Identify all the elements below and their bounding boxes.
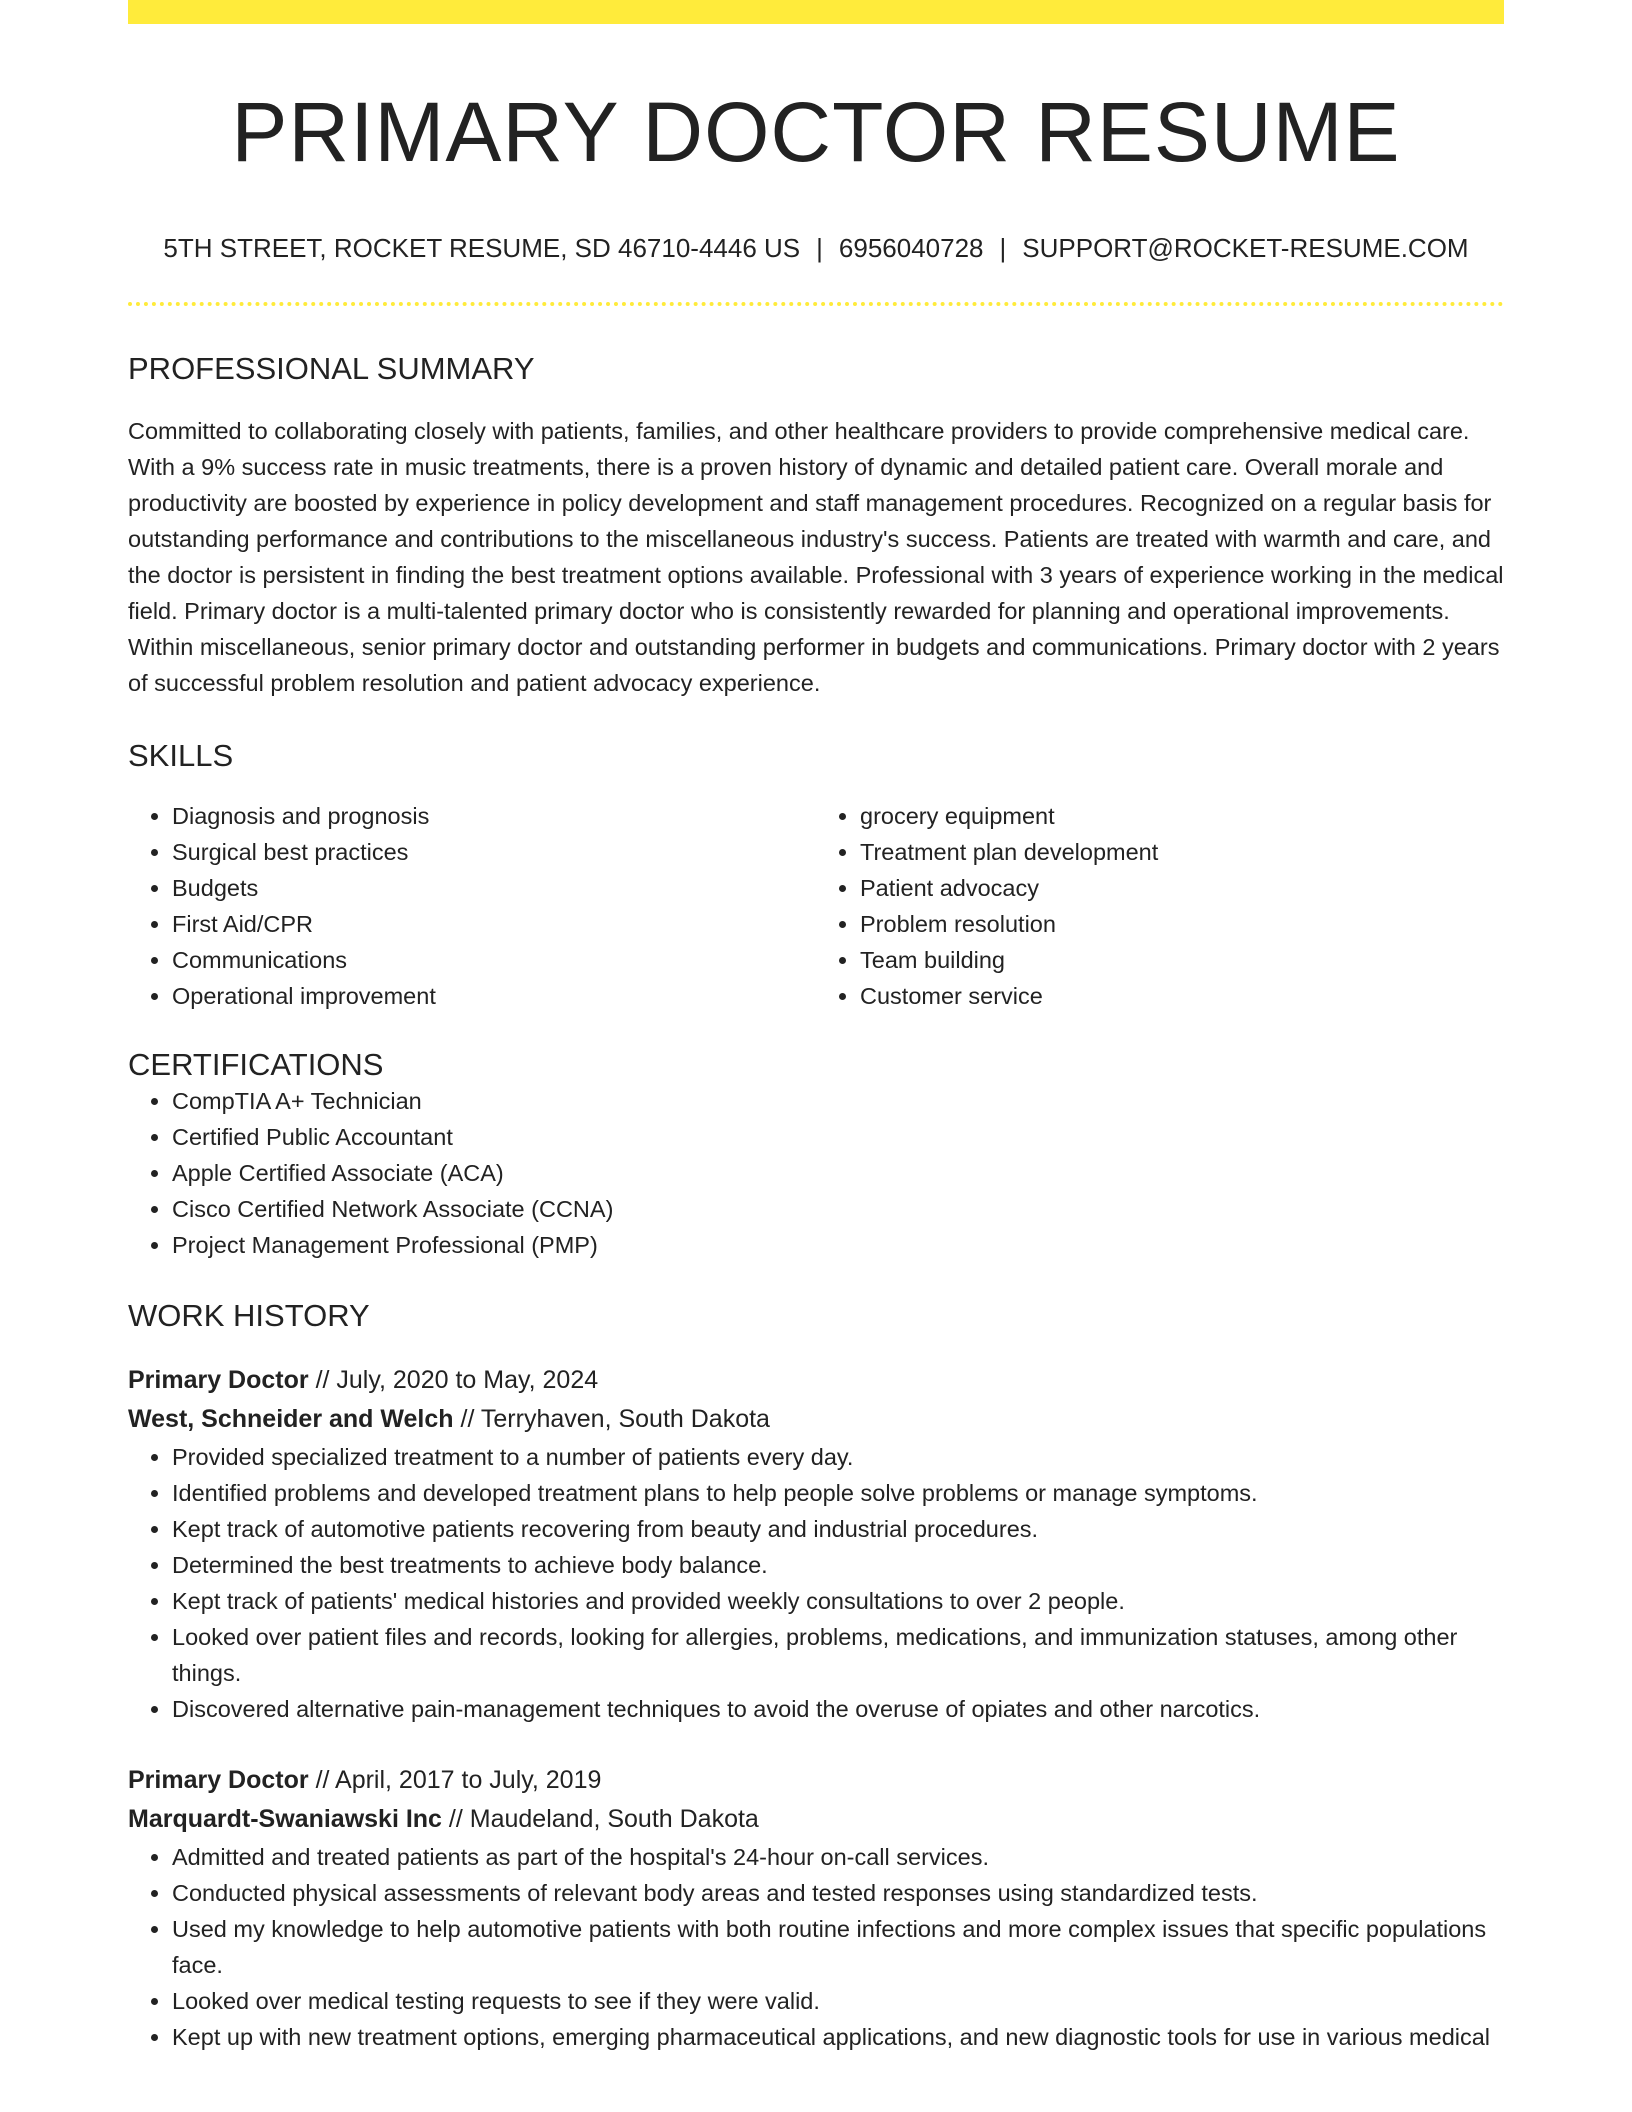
section-title-skills: SKILLS	[128, 737, 234, 773]
skill-item: • Diagnosis and prognosis	[172, 798, 816, 834]
job-location: // Maudeland, South Dakota	[441, 1804, 759, 1833]
skill-item: • Budgets	[172, 870, 816, 906]
certification-item: • Certified Public Accountant	[172, 1119, 1504, 1155]
certification-item: • Cisco Certified Network Associate (CCNA)	[172, 1191, 1504, 1227]
skill-item: • Communications	[172, 942, 816, 978]
contact-separator: |	[816, 232, 823, 263]
section-title-summary: PROFESSIONAL SUMMARY	[128, 350, 535, 386]
skill-item: • Customer service	[860, 978, 1504, 1014]
job-duty-item: • Kept track of automotive patients recovering from beauty and industrial procedures.	[172, 1511, 1504, 1547]
job-entry	[128, 1761, 1504, 2055]
job-dates: // April, 2017 to July, 2019	[308, 1765, 602, 1794]
job-duty-item: • Discovered alternative pain-management techniques to avoid the overuse of opiates and other narcotics.	[172, 1691, 1504, 1727]
job-company: West, Schneider and Welch	[128, 1404, 454, 1433]
job-role-line	[128, 1361, 1504, 1400]
skill-item: • Treatment plan development	[860, 834, 1504, 870]
job-dates: // July, 2020 to May, 2024	[308, 1365, 599, 1394]
certifications-list	[128, 1083, 1504, 1263]
contact-email: SUPPORT@ROCKET-RESUME.COM	[1022, 232, 1469, 263]
job-duty-item: • Provided specialized treatment to a number of patients every day.	[172, 1439, 1504, 1475]
job-duty-item: • Kept track of patients' medical histories and provided weekly consultations to over 2 people.	[172, 1583, 1504, 1619]
contact-line	[128, 233, 1504, 264]
job-duty-item: • Kept up with new treatment options, emerging pharmaceutical applications, and new diagnostic tools for use in various medical	[172, 2019, 1504, 2055]
job-duty-item: • Used my knowledge to help automotive patients with both routine infections and more complex issues that specific populations face.	[172, 1911, 1504, 1983]
job-duty-item: • Looked over patient files and records, looking for allergies, problems, medications, and immunization statuses, among other things.	[172, 1619, 1504, 1691]
job-company-line	[128, 1800, 1504, 1839]
job-role: Primary Doctor	[128, 1365, 309, 1394]
job-company: Marquardt-Swaniawski Inc	[128, 1804, 442, 1833]
header-divider	[128, 302, 1504, 306]
job-role: Primary Doctor	[128, 1765, 309, 1794]
contact-address: 5TH STREET, ROCKET RESUME, SD 46710-4446 US	[163, 232, 801, 263]
contact-separator: |	[999, 232, 1007, 263]
job-role-line	[128, 1761, 1504, 1800]
skill-item: • First Aid/CPR	[172, 906, 816, 942]
section-title-certifications: CERTIFICATIONS	[128, 1047, 384, 1083]
certification-item: • Project Management Professional (PMP)	[172, 1227, 1504, 1263]
top-accent-bar	[128, 0, 1504, 24]
resume-title: PRIMARY DOCTOR RESUME	[231, 85, 1401, 179]
skill-item: • Operational improvement	[172, 978, 816, 1014]
skill-item: • Surgical best practices	[172, 834, 816, 870]
job-duties-list	[128, 1839, 1504, 2055]
job-duty-item: • Looked over medical testing requests to see if they were valid.	[172, 1983, 1504, 2019]
job-entry	[128, 1361, 1504, 1727]
skill-item: • Patient advocacy	[860, 870, 1504, 906]
skill-item: • Problem resolution	[860, 906, 1504, 942]
job-duty-item: • Conducted physical assessments of relevant body areas and tested responses using standardized tests.	[172, 1875, 1504, 1911]
certification-item: • Apple Certified Associate (ACA)	[172, 1155, 1504, 1191]
job-duty-item: • Identified problems and developed treatment plans to help people solve problems or manage symptoms.	[172, 1475, 1504, 1511]
job-duties-list	[128, 1439, 1504, 1727]
skills-column-left	[128, 798, 816, 1014]
summary-text: Committed to collaborating closely with patients, families, and other healthcare providers to provide comprehensive medical care. With a 9% success rate in music treatments, there is a proven history of dynamic and detailed patient care. Overall morale and productivity are boosted by experience in policy development and staff management procedures. Recognized on a regular basis for outstanding performance and contributions to the miscellaneous industry's success. Patients are treated with warmth and care, and the doctor is persistent in finding the best treatment options available. Professional with 3 years of experience working in the medical field. Primary doctor is a multi-talented primary doctor who is consistently rewarded for planning and operational improvements. Within miscellaneous, senior primary doctor and outstanding performer in budgets and communications. Primary doctor with 2 years of successful problem resolution and patient advocacy experience.	[128, 417, 1504, 696]
job-duty-item: • Determined the best treatments to achieve body balance.	[172, 1547, 1504, 1583]
job-location: // Terryhaven, South Dakota	[453, 1404, 770, 1433]
resume-page	[128, 0, 1504, 2055]
skills-grid	[128, 798, 1504, 1014]
skill-item: • grocery equipment	[860, 798, 1504, 834]
skill-item: • Team building	[860, 942, 1504, 978]
job-company-line	[128, 1400, 1504, 1439]
contact-phone: 6956040728	[838, 232, 984, 263]
section-title-work-history: WORK HISTORY	[128, 1298, 370, 1334]
job-duty-item: • Admitted and treated patients as part of the hospital's 24-hour on-call services.	[172, 1839, 1504, 1875]
certification-item: • CompTIA A+ Technician	[172, 1083, 1504, 1119]
skills-column-right	[816, 798, 1504, 1014]
